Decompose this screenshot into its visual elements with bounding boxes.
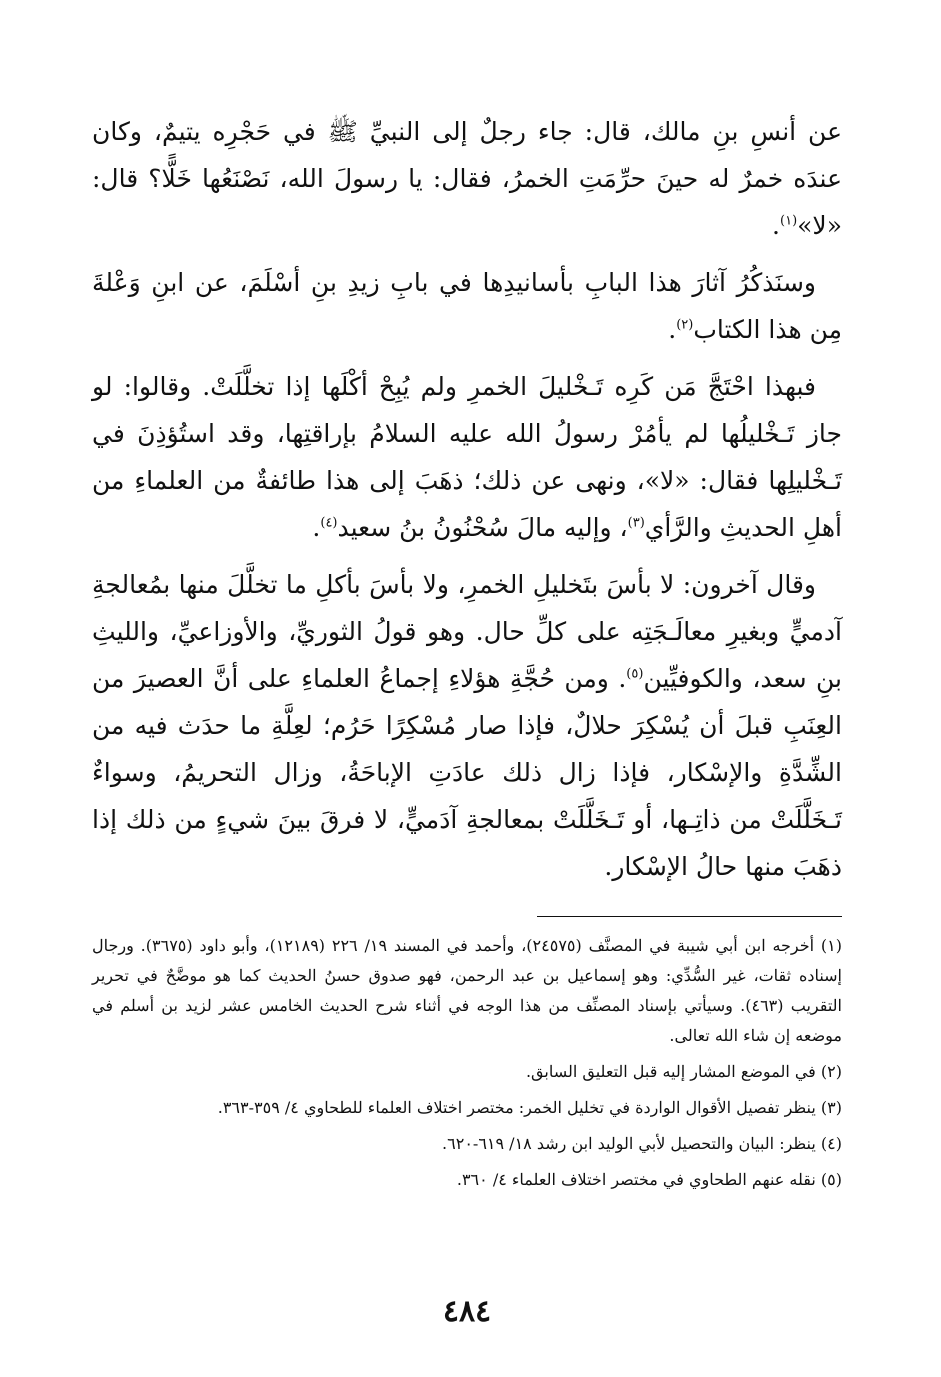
paragraph	[92, 561, 842, 890]
footnote-ref: (٤)	[320, 515, 338, 531]
footnote-ref: (٣)	[627, 515, 645, 531]
text-run: . ومن حُجَّةِ هؤلاءِ إجماعُ العلماءِ على أنَّ العصيرَ من العِنَبِ قبلَ أن يُسْكِرَ حلالٌ، فإذا صار مُسْكِرًا حَرُم؛ لعِلَّةِ ما حدَث فيه من الشِّدَّةِ والإسْكار، فإذا زال ذلك عادَتِ الإباحَةُ، وزال التحريمُ، وسواءٌ تَـخَلَّلَتْ من ذاتِـها، أو تَـخَلَّلَتْ بمعالجةِ آدَميٍّ، لا فرقَ بينَ شيءٍ من ذلك إذا ذهَبَ منها حالُ الإسْكار.	[92, 664, 842, 881]
page-number: ٤٨٤	[442, 1294, 492, 1329]
text-run: ، وإليه مالَ سُحْنُونُ بنُ سعيد	[337, 513, 628, 542]
main-text	[92, 108, 842, 890]
text-run: .	[668, 315, 677, 344]
text-run: .	[772, 211, 780, 240]
text-run: عن أنسِ بنِ مالك، قال: جاء رجلٌ إلى النبيِّ ﷺ في حَجْرِه يتيمٌ، وكان عندَه خمرٌ له حينَ حرِّمَتِ الخمرُ، فقال: يا رسولَ الله، نَصْنَعُها خَلًّا؟ قال: «لا»	[92, 117, 842, 240]
footnote: (١) أخرجه ابن أبي شيبة في المصنَّف (٢٤٥٧٥)، وأحمد في المسند ١٩/ ٢٢٦ (١٢١٨٩)، وأبو داود (٣٦٧٥). ورجال إسناده ثقات، غير السُّدِّي: وهو إسماعيل بن عبد الرحمن، فهو صدوق حسنُ الحديث كما هو موضَّحٌ في تحرير التقريب (٤٦٣). وسيأتي بإسناد المصنِّف من هذا الوجه في أثناء شرح الحديث الخامس عشر لزيد بن أسلم في موضعه إن شاء الله تعالى.	[92, 936, 843, 1045]
book-page	[92, 108, 842, 1348]
text-run: وسنَذكُرُ آثارَ هذا البابِ بأسانيدِها في بابِ زيدِ بنِ أسْلَمَ، عن ابنِ وَعْلةَ مِن هذا الكتاب	[92, 268, 842, 344]
text-run: .	[312, 513, 321, 542]
footnotes	[92, 931, 842, 1195]
footnote-ref: (٥)	[626, 666, 644, 682]
footnote: (٥) نقله عنهم الطحاوي في مختصر اختلاف العلماء ٤/ ٣٦٠.	[456, 1170, 842, 1189]
text-run: وقال آخرون: لا بأسَ بتَخليلِ الخمرِ، ولا بأسَ بأكلِ ما تخلَّلَ منها بمُعالجةِ آدميٍّ وبغيرِ معالَـجَتِه على كلِّ حال. وهو قولُ الثوريِّ، والأوزاعيِّ، والليثِ بنِ سعد، والكوفيِّين	[92, 570, 842, 693]
paragraph	[92, 363, 842, 551]
footnote: (٢) في الموضع المشار إليه قبل التعليق السابق.	[525, 1062, 842, 1081]
paragraph	[92, 259, 842, 353]
footnote-separator	[537, 916, 842, 917]
footnote: (٣) ينظر تفصيل الأقوال الواردة في تخليل الخمر: مختصر اختلاف العلماء للطحاوي ٤/ ٣٥٩-٣٦٣.	[217, 1098, 842, 1117]
footnote: (٤) ينظر: البيان والتحصيل لأبي الوليد ابن رشد ١٨/ ٦١٩-٦٢٠.	[442, 1134, 842, 1153]
footnote-ref: (١)	[780, 213, 798, 229]
paragraph	[92, 108, 842, 249]
footnote-ref: (٢)	[676, 317, 694, 333]
text-run: فبهذا احْتَجَّ مَن كَرِه تَـخْليلَ الخمرِ ولم يُبِحْ أكْلَها إذا تخلَّلَتْ. وقالوا: لو جاز تَـخْليلُها لم يأمُرْ رسولُ الله عليه السلامُ بإراقتِها، وقد استُؤذِنَ في تَـخْليلِها فقال: «لا»، ونهى عن ذلك؛ ذهَبَ إلى هذا طائفةٌ من العلماءِ من أهلِ الحديثِ والرَّأي	[92, 372, 842, 542]
